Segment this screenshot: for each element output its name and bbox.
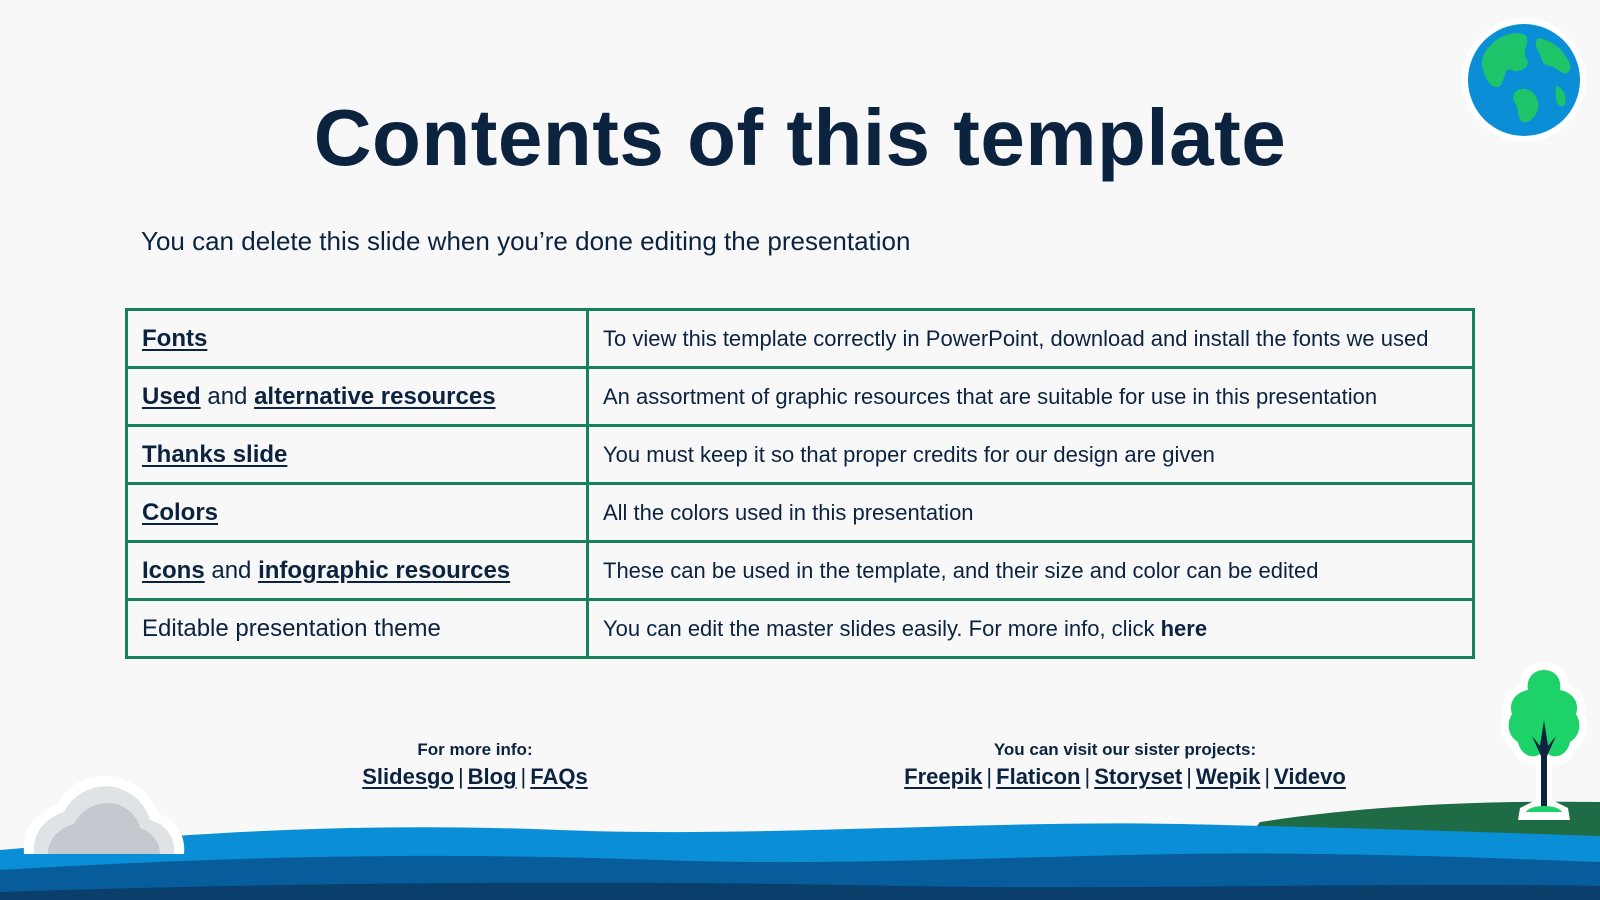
row-topic-cell	[127, 542, 588, 600]
cloud-icon	[18, 768, 190, 854]
link-separator: |	[1264, 764, 1271, 789]
topic-link[interactable]: Icons	[142, 556, 205, 584]
table-row	[127, 542, 1474, 600]
slide-title: Contents of this template	[313, 93, 1287, 182]
footer-link-videvo[interactable]: Videvo	[1274, 764, 1346, 789]
topic-link[interactable]: Used	[142, 382, 201, 410]
footer-link-flaticon[interactable]: Flaticon	[996, 764, 1081, 789]
footer-sister-projects-heading: You can visit our sister projects:	[993, 740, 1257, 759]
footer-more-info-heading: For more info:	[417, 740, 533, 759]
topic-text: and	[200, 382, 255, 410]
row-description: An assortment of graphic resources that are suitable for use in this presentation	[603, 383, 1378, 409]
row-topic-cell	[127, 310, 588, 368]
row-description: To view this template correctly in PowerPoint, download and install the fonts we used	[603, 325, 1429, 351]
row-description-cell	[588, 368, 1474, 426]
topic-link[interactable]: Thanks slide	[142, 440, 288, 468]
contents-table	[125, 308, 1475, 659]
row-description-cell	[588, 542, 1474, 600]
footer-link-faqs[interactable]: FAQs	[530, 764, 588, 789]
row-description-cell	[588, 426, 1474, 484]
link-separator: |	[1084, 764, 1091, 789]
footer-link-wepik[interactable]: Wepik	[1195, 764, 1261, 789]
row-topic-cell	[127, 426, 588, 484]
table-row	[127, 426, 1474, 484]
topic-link[interactable]: alternative resources	[254, 382, 496, 410]
topic-link[interactable]: Fonts	[142, 324, 208, 352]
row-description-cell	[588, 600, 1474, 658]
link-separator: |	[1186, 764, 1192, 789]
here-link[interactable]: here	[1160, 615, 1208, 641]
row-description: These can be used in the template, and their size and color can be edited	[603, 557, 1319, 583]
row-description-cell	[588, 310, 1474, 368]
row-topic-cell	[127, 484, 588, 542]
row-topic-cell	[127, 600, 588, 658]
link-separator: |	[520, 764, 527, 789]
link-separator: |	[457, 764, 464, 789]
topic-link[interactable]: Colors	[142, 498, 219, 526]
slide-subtitle: You can delete this slide when you’re done editing the presentation	[141, 226, 911, 256]
row-description: All the colors used in this presentation	[603, 499, 974, 525]
link-separator: |	[986, 764, 993, 789]
footer-link-slidesgo[interactable]: Slidesgo	[362, 764, 454, 789]
table-row	[127, 600, 1474, 658]
footer-link-blog[interactable]: Blog	[467, 764, 517, 789]
topic-text: Editable presentation theme	[142, 614, 441, 642]
row-description: You must keep it so that proper credits for our design are given	[603, 441, 1215, 467]
landscape-decoration	[0, 760, 1600, 900]
footer-link-freepik[interactable]: Freepik	[904, 764, 983, 789]
tree-icon	[1496, 660, 1592, 826]
topic-text: and	[204, 556, 259, 584]
row-description: You can edit the master slides easily. For more info, click	[603, 615, 1161, 641]
topic-link[interactable]: infographic resources	[258, 556, 511, 584]
table-row	[127, 368, 1474, 426]
globe-icon	[1460, 16, 1588, 144]
table-row	[127, 484, 1474, 542]
footer-link-storyset[interactable]: Storyset	[1094, 764, 1183, 789]
row-description-cell	[588, 484, 1474, 542]
table-row	[127, 310, 1474, 368]
row-topic-cell	[127, 368, 588, 426]
